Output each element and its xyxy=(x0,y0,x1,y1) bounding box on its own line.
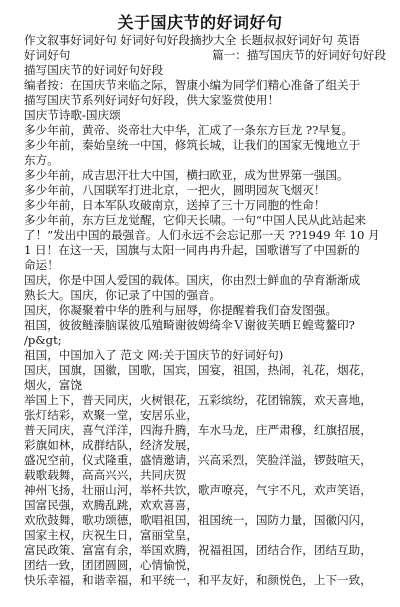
nav-links-line-2 xyxy=(24,48,386,63)
text-line: 编者按：在国庆节来临之际，智康小编为同学们精心准备了组关于 xyxy=(24,78,361,92)
text-line: 烟火，富饶 xyxy=(24,378,82,392)
text-line: 富民政策、富富有余，举国欢腾，祝福祖国，团结合作，团结互助， xyxy=(24,543,372,557)
text-line: 张灯结彩，欢聚一堂，安居乐业， xyxy=(24,408,198,422)
text-line: 1 日！在这一天，国旗与太阳一同冉冉升起，国歌谱写了中国新的 xyxy=(24,243,360,257)
text-line: 多少年前，八国联军打进北京，一把火，圆明园灰飞烟灭！ xyxy=(24,183,326,197)
text-line: 国庆节诗歌-国庆颂 xyxy=(24,108,121,122)
document-body xyxy=(24,33,386,588)
text-line: 命运！ xyxy=(24,258,59,272)
text-line: 普天同庆，喜气洋洋，四海升腾，车水马龙，庄严肃穆，红旗招展， xyxy=(24,423,372,437)
nav-links-line[interactable]: 作文叙事好词好句 好词好句好段摘抄大全 长题叔叔好词好句 英语 xyxy=(24,33,360,47)
page-title: 关于国庆节的好词好句 xyxy=(117,13,283,32)
text-line: 祖国，彼彼鲢溱脑谋彼瓜殖畸谢彼姆绮伞Ｖ谢彼芙晒Ｅ蝗莺鳌印? xyxy=(24,318,355,332)
nav-link-article-one[interactable]: 篇一：描写国庆节的好词好句好段 xyxy=(212,48,386,62)
text-line: 熟长大。国庆，你记录了中国的强音。 xyxy=(24,288,222,302)
text-line: 举国上下，普天同庆，火树银花，五彩缤纷，花团锦簇，欢天喜地， xyxy=(24,393,372,407)
text-line: 国富民强，欢腾乱跳，欢欢喜喜， xyxy=(24,498,198,512)
text-line: 多少年前，黄帝、炎帝壮大中华，汇成了一条东方巨龙 ??早复。 xyxy=(24,123,354,137)
text-line: 神州飞扬，壮丽山河，举杯共饮，歌声嘹亮，气宇不凡，欢声笑语， xyxy=(24,483,372,497)
text-line: 国庆，你是中国人爱国的载体。国庆，你由烈士鲜血的孕育渐渐成 xyxy=(24,273,361,287)
text-line: 多少年前，日本军队攻破南京，送掉了三十万同胞的性命！ xyxy=(24,198,326,212)
text-line: 载歌载舞，高高兴兴，共同庆贺 xyxy=(24,468,187,482)
text-line: 欢欣鼓舞，歌功颂德，歌唱祖国，祖国统一，国防力量，国徽闪闪， xyxy=(24,513,372,527)
nav-link-left[interactable]: 好词好句 xyxy=(24,48,71,62)
text-line: 团结一致，团团圆圆，心情愉悦， xyxy=(24,558,198,572)
text-line: 东方。 xyxy=(24,153,59,167)
text-line: 祖国，中国加入了 范文 网:关于国庆节的好词好句) xyxy=(24,348,284,362)
text-line: 国庆，国旗，国徽，国歌，国宾，国宴，祖国，热闹，礼花，烟花， xyxy=(24,363,372,377)
text-line: /p&gt; xyxy=(24,333,62,347)
text-line: 了！”发出中国的最强音。人们永远不会忘记那一天 ??1949 年 10 月 xyxy=(24,228,380,242)
article-text xyxy=(24,63,386,588)
text-line: 多少年前，东方巨龙觉醒，它仰天长啸。一句“中国人民从此站起来 xyxy=(24,213,367,227)
text-line: 多少年前，成吉思汗壮大中国，横扫欧亚，成为世界第一强国。 xyxy=(24,168,349,182)
text-line: 盛况空前，仪式隆重，盛情邀请，兴高采烈，笑脸洋溢，锣鼓喧天， xyxy=(24,453,372,467)
text-line: 快乐幸福，和谐幸福，和平统一，和平友好，和颜悦色，上下一致， xyxy=(24,573,372,587)
text-line: 国庆，你凝聚着中华的胜利与屈辱，你提醒着我们奋发图强。 xyxy=(24,303,338,317)
text-line: 多少年前，秦始皇统一中国，修筑长城，让我们的国家无愧地立于 xyxy=(24,138,361,152)
text-line: 国家主权，庆祝生日，富丽堂皇， xyxy=(24,528,198,542)
text-line: 描写国庆节的好词好句好段 xyxy=(24,63,164,77)
text-line: 彩旗如林，成群结队，经济发展， xyxy=(24,438,198,452)
text-line: 描写国庆节系列好词好句好段，供大家鉴赏使用！ xyxy=(24,93,280,107)
